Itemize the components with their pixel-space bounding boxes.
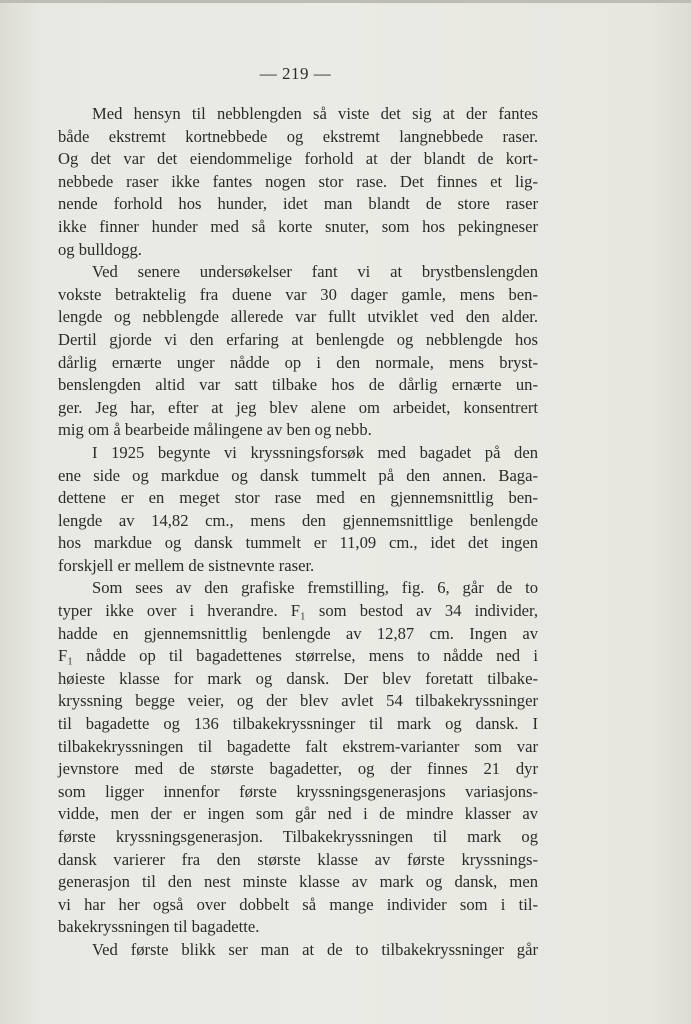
text-line: benslengden altid var satt tilbake hos de dårlig ernærte un- bbox=[58, 375, 538, 395]
paragraph bbox=[58, 261, 538, 442]
text-line: dettene er en meget stor rase med en gjennemsnittlig ben- bbox=[58, 488, 538, 508]
text-line: dansk varierer fra den største klasse av første kryssnings- bbox=[58, 849, 538, 869]
text-line: høieste klasse for mark og dansk. Der blev foretatt tilbake- bbox=[58, 668, 538, 688]
body-text bbox=[58, 103, 538, 962]
text-line: hos markdue og dansk tummelt er 11,09 cm., idet det ingen bbox=[58, 533, 538, 553]
text-line: hadde en gjennemsnittlig benlengde av 12,87 cm. Ingen av bbox=[58, 623, 538, 643]
paragraph bbox=[58, 103, 538, 261]
text-line: ene side og markdue og dansk tummelt på den annen. Baga- bbox=[58, 465, 538, 485]
text-line: første kryssningsgenerasjon. Tilbakekryssningen til mark og bbox=[58, 827, 538, 846]
text-line: typer ikke over i hverandre. F₁ som bestod av 34 individer, bbox=[58, 601, 538, 621]
text-line: bakekryssningen til bagadette. bbox=[58, 917, 260, 937]
text-line: forskjell er mellem de sistnevnte raser. bbox=[58, 555, 315, 575]
text-line: som ligger innenfor første kryssningsgenerasjons variasjons- bbox=[58, 781, 538, 801]
text-line: mig om å bearbeide målingene av ben og nebb. bbox=[58, 420, 372, 440]
text-line: I 1925 begynte vi kryssningsforsøk med bagadet på den bbox=[92, 442, 538, 462]
text-line: og bulldogg. bbox=[58, 239, 142, 259]
text-line: vidde, men der er ingen som går ned i de mindre klasser av bbox=[58, 804, 538, 824]
page-top-edge bbox=[0, 0, 691, 3]
text-line: ger. Jeg har, efter at jeg blev alene om arbeidet, konsentrert bbox=[58, 397, 538, 417]
text-line: både ekstremt kortnebbede og ekstremt langnebbede raser. bbox=[58, 126, 538, 146]
text-line: ikke finner hunder med så korte snuter, som hos pekingneser bbox=[58, 216, 538, 236]
paragraph bbox=[58, 939, 538, 962]
text-line: til bagadette og 136 tilbakekryssninger til mark og dansk. I bbox=[58, 714, 538, 734]
paragraph bbox=[58, 577, 538, 939]
text-line: Ved første blikk ser man at de to tilbakekryssninger går bbox=[92, 939, 538, 959]
text-line: lengde av 14,82 cm., mens den gjennemsnittlige benlengde bbox=[58, 510, 538, 530]
text-line: lengde og nebblengde allerede var fullt utviklet ved den alder. bbox=[58, 307, 538, 327]
text-line: generasjon til den nest minste klasse av mark og dansk, men bbox=[58, 872, 538, 892]
text-line: vokste betraktelig fra duene var 30 dager gamle, mens ben- bbox=[58, 284, 538, 304]
page-number: — 219 — bbox=[259, 64, 332, 83]
paragraph bbox=[58, 442, 538, 578]
text-line: nende forhold hos hunder, idet man blandt de store raser bbox=[58, 194, 538, 214]
text-line: jevnstore med de største bagadetter, og der finnes 21 dyr bbox=[58, 759, 538, 779]
text-line: kryssning begge veier, og der blev avlet 54 tilbakekryssninger bbox=[58, 691, 538, 711]
text-line: Og det var det eiendommelige forhold at der blandt de kort- bbox=[58, 149, 538, 169]
text-line: Som sees av den grafiske fremstilling, fig. 6, går de to bbox=[92, 578, 538, 598]
text-line: F₁ nådde op til bagadettenes størrelse, mens to nådde ned i bbox=[58, 646, 538, 666]
text-line: nebbede raser ikke fantes nogen stor rase. Det finnes et lig- bbox=[58, 171, 538, 191]
text-line: dårlig ernærte unger nådde op i den normale, mens bryst- bbox=[58, 352, 538, 372]
text-line: vi har her også over dobbelt så mange individer som i til- bbox=[58, 894, 538, 914]
text-line: Dertil gjorde vi den erfaring at benlengde og nebblengde hos bbox=[58, 329, 538, 349]
text-line: Med hensyn til nebblengden så viste det sig at der fantes bbox=[92, 104, 538, 123]
text-line: Ved senere undersøkelser fant vi at brystbenslengden bbox=[92, 262, 538, 282]
text-line: tilbakekryssningen til bagadette falt ekstrem-varianter som var bbox=[58, 736, 538, 756]
